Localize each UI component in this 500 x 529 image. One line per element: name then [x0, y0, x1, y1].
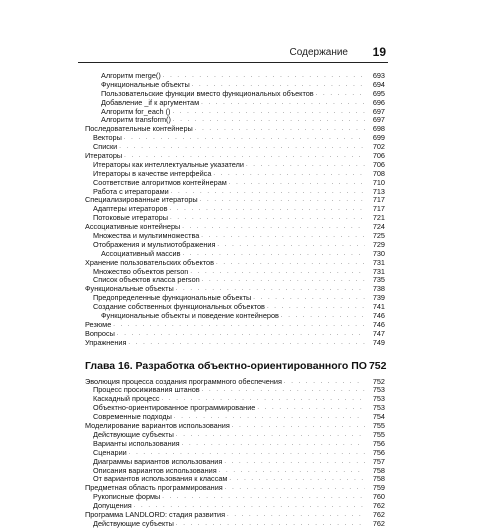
toc-entry-page: 713 [372, 186, 385, 196]
toc-entry-page: 717 [372, 204, 385, 214]
toc-entry-page: 757 [372, 456, 385, 466]
leader-dots [200, 196, 365, 205]
page-number: 19 [372, 45, 386, 59]
toc-entry-label: Описания вариантов использования [93, 465, 217, 475]
toc-entry-label: Специализированные итераторы [85, 195, 198, 205]
toc-entry-label: Работа с итераторами [93, 186, 169, 196]
leader-dots [202, 276, 365, 285]
leader-dots [257, 404, 365, 413]
toc-entry-page: 752 [372, 376, 385, 386]
toc-entry-label: Допущения [93, 501, 132, 511]
leader-dots [119, 143, 365, 152]
toc-entry-page: 753 [372, 385, 385, 395]
leader-dots [217, 241, 365, 250]
toc-entry-label: Диаграммы вариантов использования [93, 456, 223, 466]
toc-entry-page: 754 [372, 412, 385, 422]
leader-dots [229, 179, 365, 188]
toc-entry-label: Потоковые итераторы [93, 213, 168, 223]
toc-entry-page: 746 [372, 319, 385, 329]
leader-dots [224, 458, 365, 467]
leader-dots [246, 161, 365, 170]
toc-entry-label: Создание собственных функциональных объектов [93, 302, 265, 312]
leader-dots [316, 90, 365, 99]
leader-dots [128, 339, 365, 348]
toc-entry-label: Соответствие алгоритмов контейнерам [93, 177, 227, 187]
toc-entry-page: 696 [372, 97, 385, 107]
toc-entry-label: Алгоритм for_each () [101, 106, 171, 116]
toc-entry-page: 695 [372, 88, 385, 98]
leader-dots [169, 205, 365, 214]
leader-dots [182, 223, 365, 232]
toc-entry-page: 708 [372, 168, 385, 178]
toc-entry-label: Программа LANDLORD: стадия развития [85, 509, 226, 519]
toc-entry-page: 762 [372, 509, 385, 519]
toc-entry-page: 706 [372, 151, 385, 160]
toc-entry-page: 693 [372, 70, 385, 80]
toc-entry-page: 731 [372, 257, 385, 267]
toc-entry-page: 759 [372, 483, 385, 493]
toc-entry [85, 125, 385, 134]
leader-dots [173, 116, 365, 125]
leader-dots [229, 475, 365, 484]
leader-dots [201, 99, 365, 108]
toc-entry-label: Объектно-ориентированное программирование [93, 403, 256, 413]
toc-entry [85, 511, 385, 520]
toc-entry-label: Функциональные объекты [101, 79, 190, 89]
leader-dots [232, 422, 365, 431]
toc-entry-label: Списки [93, 142, 118, 152]
toc-entry-page: 746 [372, 311, 385, 321]
toc-entry-page: 747 [372, 328, 385, 338]
leader-dots [225, 484, 365, 493]
leader-dots [281, 312, 365, 321]
leader-dots [195, 125, 365, 134]
toc-entry-page: 755 [372, 429, 385, 439]
leader-dots [134, 502, 365, 511]
leader-dots [173, 108, 366, 117]
toc-entry-page: 694 [372, 79, 385, 89]
toc-entry-page: 717 [372, 195, 385, 205]
toc-entry-label: Ассоциативные контейнеры [85, 222, 181, 232]
toc-entry-label: Последовательные контейнеры [85, 124, 193, 134]
chapter-title: Глава 16. Разработка объектно-ориентированного ПО [85, 359, 367, 372]
toc-entry-label: Алгоритм transform() [101, 115, 171, 125]
toc-entry-label: Вопросы [85, 328, 115, 338]
toc-entry [85, 321, 385, 330]
leader-dots [182, 440, 365, 449]
toc-section-before [85, 72, 385, 348]
toc-entry-page: 697 [372, 115, 385, 125]
toc-entry-label: Векторы [93, 133, 122, 143]
leader-dots [219, 467, 365, 476]
toc-entry-page: 721 [372, 213, 385, 223]
toc-entry-page: 702 [372, 142, 385, 152]
toc-entry-label: Итераторы в качестве интерфейса [93, 168, 212, 178]
toc-entry-page: 758 [372, 474, 385, 484]
toc-entry-page: 735 [372, 275, 385, 285]
toc-entry-page: 729 [372, 239, 385, 249]
leader-dots [176, 431, 365, 440]
toc-entry-label: Пользовательские функции вместо функциональных объектов [101, 88, 314, 98]
toc-entry-label: Каскадный процесс [93, 394, 160, 404]
leader-dots [213, 170, 365, 179]
leader-dots [171, 188, 365, 197]
toc-entry-page: 706 [372, 159, 385, 169]
leader-dots [267, 303, 365, 312]
toc-entry-label: Действующие субъекты [93, 518, 174, 528]
toc-entry-label: Варианты использования [93, 438, 180, 448]
toc-entry-label: Эволюция процесса создания программного обеспечения [85, 376, 282, 386]
toc-entry-page: 755 [372, 421, 385, 431]
toc-entry-page: 739 [372, 293, 385, 303]
leader-dots [284, 378, 365, 387]
toc-entry-label: Итераторы как интеллектуальные указатели [93, 159, 244, 169]
toc-entry-label: Моделирование вариантов использования [85, 421, 230, 431]
toc-entry [85, 440, 385, 449]
toc-entry-label: Сценарии [93, 447, 127, 457]
toc-entry-label: Алгоритм merge() [101, 70, 161, 80]
toc-entry-page: 758 [372, 465, 385, 475]
leader-dots [113, 321, 365, 330]
toc-entry-page: 756 [372, 447, 385, 457]
toc-entry-label: Предметная область программирования [85, 483, 223, 493]
toc-entry-page: 699 [372, 133, 385, 143]
toc-entry-label: Отображения и мультиотображения [93, 239, 216, 249]
toc-entry-page: 725 [372, 231, 385, 241]
toc-entry-label: От вариантов использования к классам [93, 474, 228, 484]
toc-entry [85, 502, 385, 511]
toc-entry-page: 698 [372, 124, 385, 134]
toc-entry-page: 730 [372, 248, 385, 258]
toc-entry-page: 753 [372, 394, 385, 404]
leader-dots [202, 386, 365, 395]
toc-entry-label: Добавление _if к аргументам [101, 97, 200, 107]
leader-dots [201, 232, 365, 241]
toc-entry-page: 756 [372, 438, 385, 448]
toc-entry-label: Действующие субъекты [93, 429, 174, 439]
toc-entry-label: Современные подходы [93, 412, 172, 422]
leader-dots [124, 134, 365, 143]
toc-entry-page: 741 [372, 302, 385, 312]
toc-entry-page: 731 [372, 266, 385, 276]
chapter-heading [85, 359, 385, 373]
leader-dots [162, 493, 365, 502]
toc-entry-page: 762 [372, 518, 385, 528]
toc-entry [85, 330, 385, 339]
toc-entry-label: Упражнения [85, 337, 127, 347]
running-title: Содержание [289, 47, 348, 58]
toc-entry-page: 738 [372, 284, 385, 294]
toc-entry-label: Ассоциативный массив [101, 248, 181, 258]
toc-entry-label: Процесс просиживания штанов [93, 385, 200, 395]
toc-entry-label: Функциональные объекты [85, 284, 174, 294]
toc-entry [85, 143, 385, 152]
toc-entry [85, 520, 385, 529]
toc-entry-label: Множества и мультимножества [93, 231, 200, 241]
toc-entry-label: Адаптеры итераторов [93, 204, 168, 214]
toc-entry-page: 762 [372, 501, 385, 511]
toc-entry [85, 493, 385, 502]
leader-dots [117, 330, 365, 339]
leader-dots [190, 268, 365, 277]
toc-entry-label: Резюме [85, 319, 112, 329]
toc-entry-page: 710 [372, 177, 385, 187]
leader-dots [176, 520, 365, 529]
leader-dots [253, 294, 365, 303]
leader-dots [227, 511, 365, 520]
toc-entry-label: Список объектов класса person [93, 275, 200, 285]
chapter-page: 752 [368, 359, 387, 372]
toc-entry [85, 339, 385, 348]
leader-dots [163, 72, 365, 81]
toc-entry-label: Хранение пользовательских объектов [85, 257, 214, 267]
toc-entry-label: Функциональные объекты и поведение контейнеров [101, 311, 279, 321]
page-header [78, 42, 388, 63]
leader-dots [170, 214, 365, 223]
toc-section-after [85, 378, 385, 529]
toc-entry-label: Итераторы [85, 151, 123, 160]
toc-entry-label: Предопределенные функциональные объекты [93, 293, 252, 303]
leader-dots [216, 259, 365, 268]
toc-entry-label: Рукописные формы [93, 492, 161, 502]
toc-entry [85, 312, 385, 321]
toc-entry-page: 724 [372, 222, 385, 232]
toc-entry-page: 760 [372, 492, 385, 502]
toc-entry-page: 697 [372, 106, 385, 116]
toc-entry-label: Множество объектов person [93, 266, 189, 276]
toc-entry [85, 134, 385, 143]
toc-entry-page: 749 [372, 337, 385, 347]
toc-entry-page: 753 [372, 403, 385, 413]
table-of-contents [85, 72, 385, 529]
